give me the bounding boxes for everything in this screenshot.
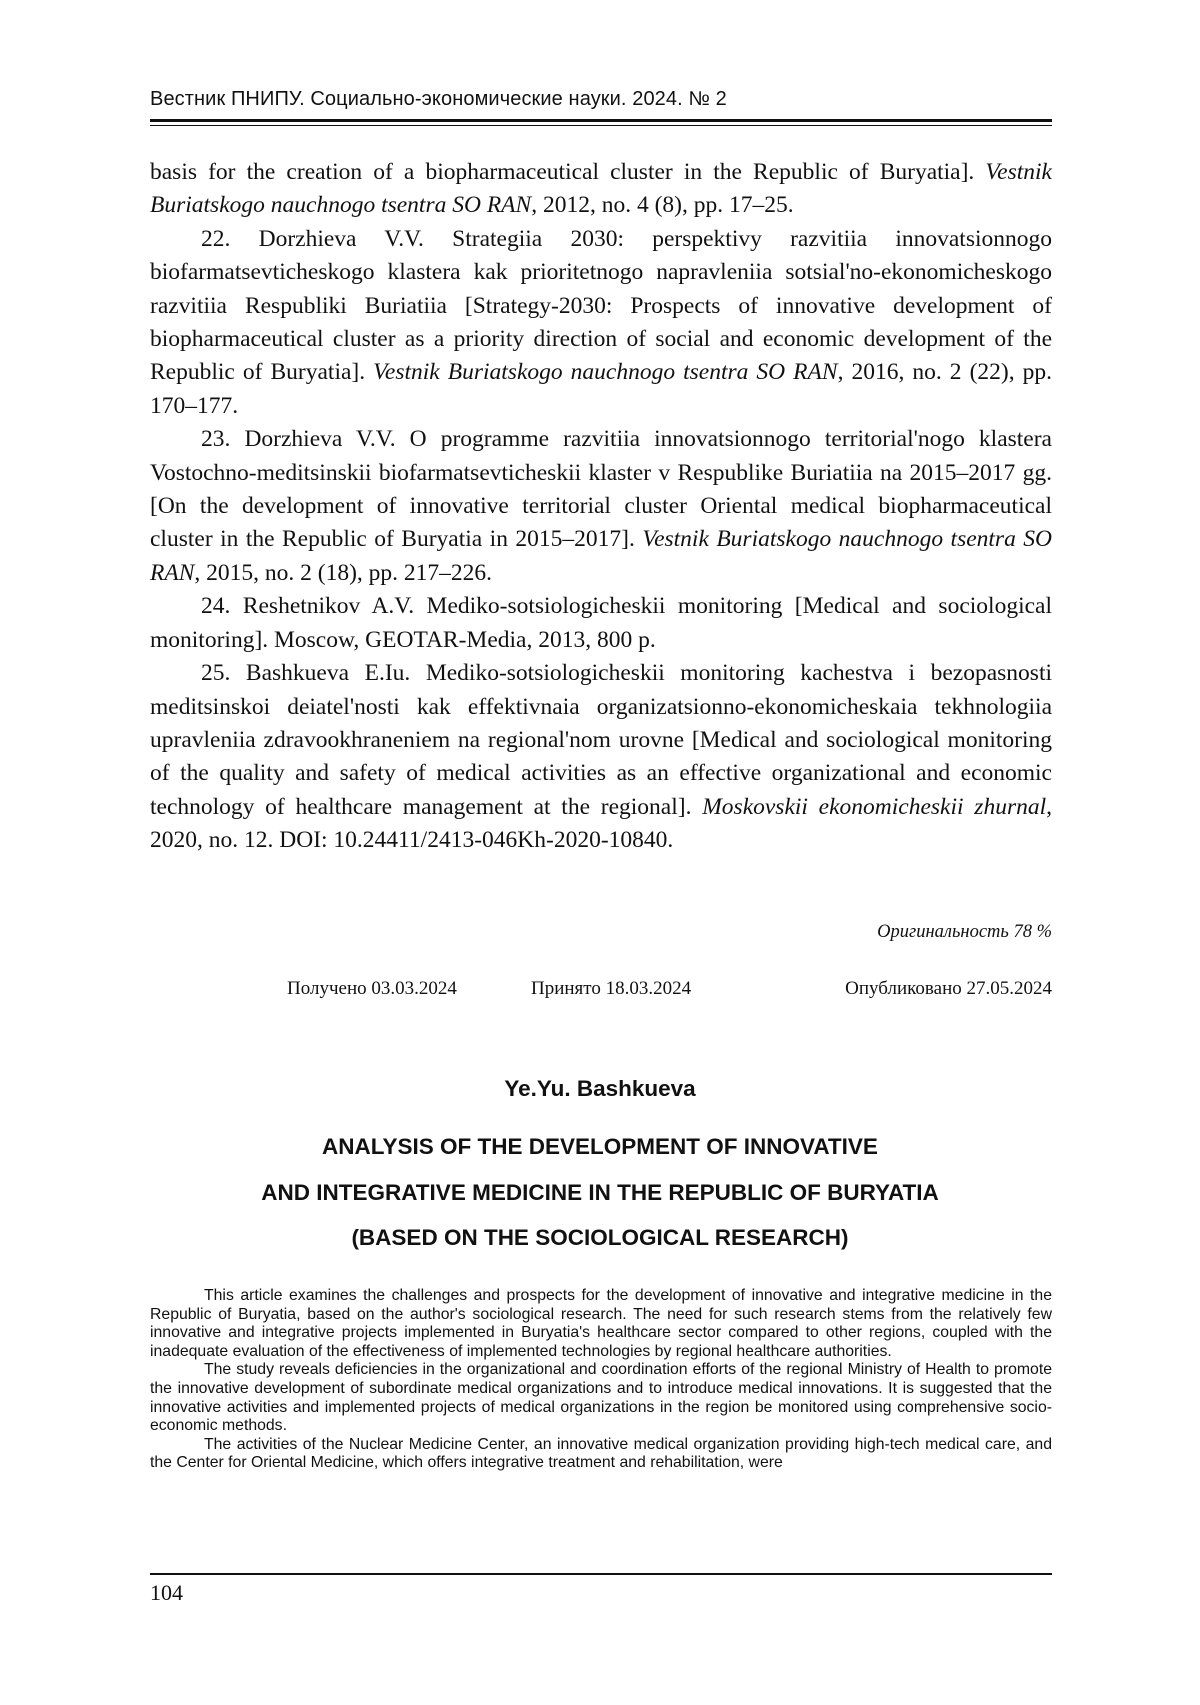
originality-score: Оригинальность 78 % (877, 922, 1052, 942)
reference-list (150, 156, 1052, 858)
reference-journal: Vestnik Buriatskogo nauchnogo tsentra SO RAN (150, 159, 1052, 219)
article-title-line: AND INTEGRATIVE MEDICINE IN THE REPUBLIC OF BURYATIA (261, 1179, 939, 1205)
reference-21-continued: basis for the creation of a biopharmaceutical cluster in the Republic of Buryatia]. Vestnik Buriatskogo nauchnogo tsentra SO RAN, 2012, no. 4 (8), pp. 17–25. (150, 159, 1052, 219)
running-head: Вестник ПНИПУ. Социально-экономические науки. 2024. № 2 (150, 88, 727, 110)
reference-journal: Vestnik Buriatskogo nauchnogo tsentra SO RAN (150, 526, 1052, 586)
reference-25: 25. Bashkueva E.Iu. Mediko-sotsiologicheskii monitoring kachestva i bezopasnosti meditsinskoi deiatel'nosti kak effektivnaia organizatsionno-ekonomicheskaia tekhnologiia upravleniia zdravookhraneniem na regional'nom urovne [Medical and sociological monitoring of the quality and safety of medical activities as an effective organizational and economic technology of healthcare management at the regional]. Moskovskii ekonomicheskii zhurnal, 2020, no. 12. DOI: 10.24411/2413-046Kh-2020-10840. (150, 660, 1052, 854)
reference-23: 23. Dorzhieva V.V. O programme razvitiia innovatsionnogo territorial'nogo klastera Vostochno-meditsinskii biofarmatsevticheskii klaster v Respublike Buriatiia na 2015–2017 gg. [On the development of innovative territorial cluster Oriental medical biopharmaceutical cluster in the Republic of Buryatia in 2015–2017]. Vestnik Buriatskogo nauchnogo tsentra SO RAN, 2015, no. 2 (18), pp. 217–226. (150, 426, 1052, 586)
received-date: Получено 03.03.2024 (287, 978, 457, 999)
accepted-date: Принято 18.03.2024 (531, 978, 692, 999)
article-title (0, 1124, 1200, 1261)
abstract-paragraph: This article examines the challenges and prospects for the development of innovative and integrative medicine in the Republic of Buryatia, based on the author's sociological research. The need for such research stems from the relatively few innovative and integrative projects implemented in Buryatia's healthcare sector compared to other regions, coupled with the inadequate evaluation of the effectiveness of implemented technologies by regional healthcare authorities. (150, 1287, 1052, 1360)
reference-22: 22. Dorzhieva V.V. Strategiia 2030: perspektivy razvitiia innovatsionnogo biofarmatsevticheskogo klastera kak prioritetnogo napravleniia sotsial'no-ekonomicheskogo razvitiia Respubliki Buriatiia [Strategy-2030: Prospects of innovative development of biopharmaceutical cluster as a priority direction of social and economic development of the Republic of Buryatia]. Vestnik Buriatskogo nauchnogo tsentra SO RAN, 2016, no. 2 (22), pp. 170–177. (150, 225, 1052, 419)
reference-24: 24. Reshetnikov A.V. Mediko-sotsiologicheskii monitoring [Medical and sociological monitoring]. Moscow, GEOTAR-Media, 2013, 800 p. (150, 593, 1052, 653)
reference-journal: Vestnik Buriatskogo nauchnogo tsentra SO RAN (373, 359, 838, 386)
article-title-line: ANALYSIS OF THE DEVELOPMENT OF INNOVATIVE (322, 1134, 878, 1159)
footer-rule (150, 1573, 1052, 1575)
abstract-paragraph: The activities of the Nuclear Medicine Center, an innovative medical organization providing high-tech medical care, and the Center for Oriental Medicine, which offers integrative treatment and rehabilitation, were (150, 1435, 1052, 1472)
article-author: Ye.Yu. Bashkueva (504, 1076, 696, 1101)
reference-journal: Moskovskii ekonomicheskii zhurnal (702, 793, 1047, 820)
article-title-line: (BASED ON THE SOCIOLOGICAL RESEARCH) (351, 1225, 849, 1250)
header-rule-thick (150, 119, 1052, 122)
header-rule-thin (150, 125, 1052, 126)
abstract-paragraph: The study reveals deficiencies in the organizational and coordination efforts of the regional Ministry of Health to promote the innovative development of subordinate medical organizations and to introduce medical innovations. It is suggested that the innovative activities and implemented projects of medical organizations in the region be monitored using comprehensive socio-economic methods. (150, 1361, 1052, 1435)
page-number: 104 (150, 1580, 183, 1605)
abstract (150, 1287, 1052, 1473)
published-date: Опубликовано 27.05.2024 (845, 978, 1052, 999)
